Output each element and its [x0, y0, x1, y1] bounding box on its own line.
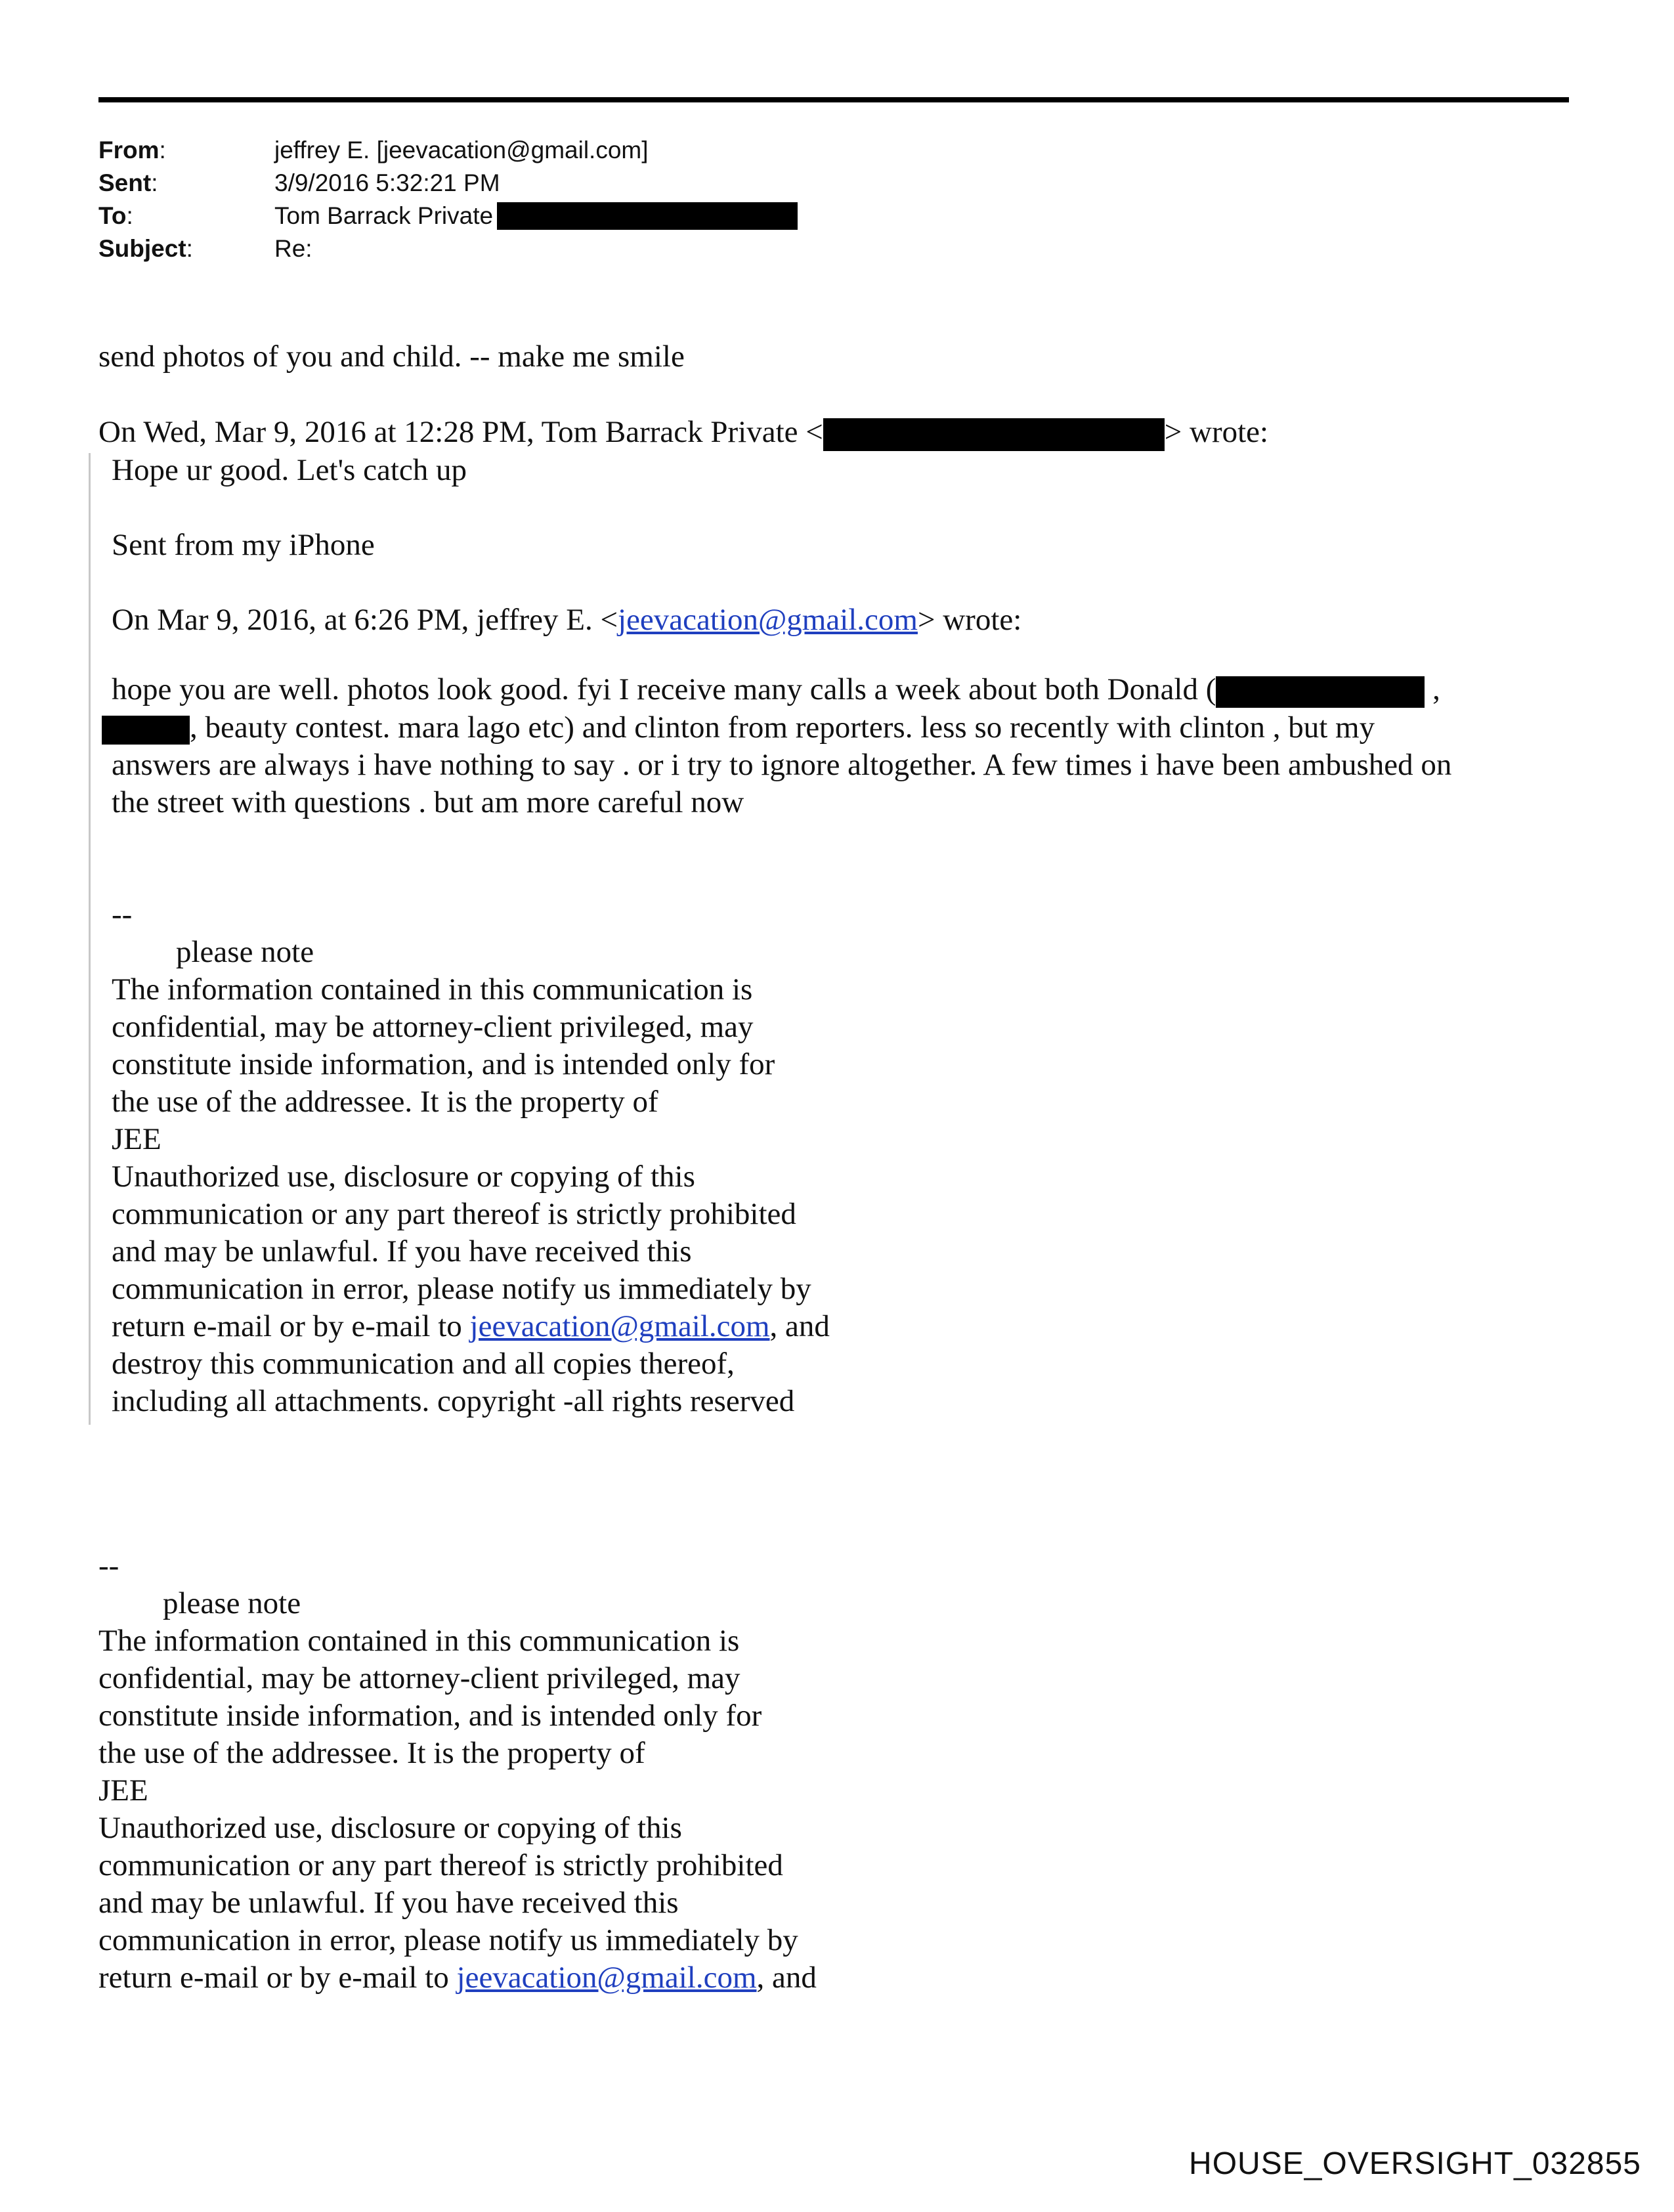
redaction-bar: [102, 716, 190, 745]
signature-line: JEE: [98, 1773, 148, 1808]
redaction-bar: [823, 418, 1165, 451]
signature-dash: --: [98, 1549, 119, 1583]
bates-number: HOUSE_OVERSIGHT_032855: [1189, 2146, 1641, 2181]
redaction-bar: [1216, 676, 1425, 708]
signature-line: communication or any part thereof is strictly prohibited: [98, 1848, 783, 1882]
to-value: Tom Barrack Private: [274, 202, 494, 229]
from-value: jeffrey E. [jeevacation@gmail.com]: [274, 137, 649, 163]
signature-line: confidential, may be attorney-client privileged, may: [98, 1661, 740, 1695]
email-header: [98, 134, 798, 265]
signature-note: please note: [176, 935, 314, 969]
sent-label: Sent: [98, 169, 152, 196]
signature-line: Unauthorized use, disclosure or copying of this: [98, 1811, 682, 1845]
from-label: From: [98, 137, 160, 163]
quote1-attribution: On Wed, Mar 9, 2016 at 12:28 PM, Tom Barrack Private < > wrote:: [98, 414, 1268, 451]
message-line: answers are always i have nothing to say . or i try to ignore altogether. A few times i have been ambushed on: [112, 748, 1452, 782]
quote2-attribution: On Mar 9, 2016, at 6:26 PM, jeffrey E. <jeevacation@gmail.com> wrote:: [112, 603, 1022, 637]
signature-line: The information contained in this communication is: [98, 1624, 740, 1658]
signature-line: communication or any part thereof is strictly prohibited: [112, 1197, 796, 1231]
signature-line: confidential, may be attorney-client privileged, may: [112, 1010, 754, 1044]
message-line: the street with questions . but am more careful now: [112, 785, 744, 819]
header-to-row: To: Tom Barrack Private: [98, 200, 798, 232]
signature-line: communication in error, please notify us immediately by: [98, 1923, 798, 1957]
header-subject-row: Subject: Re:: [98, 232, 798, 265]
header-from-row: From: jeffrey E. [jeevacation@gmail.com]: [98, 134, 798, 167]
signature-note: please note: [163, 1586, 301, 1620]
quote-bar: [89, 453, 91, 1425]
signature-line: and may be unlawful. If you have received this: [112, 1234, 692, 1269]
email-link[interactable]: jeevacation@gmail.com: [469, 1309, 770, 1343]
top-rule: [98, 97, 1569, 102]
email-link[interactable]: jeevacation@gmail.com: [456, 1961, 757, 1995]
signature-line: destroy this communication and all copies thereof,: [112, 1347, 735, 1381]
signature-line: Unauthorized use, disclosure or copying of this: [112, 1160, 695, 1194]
signature-line: constitute inside information, and is intended only for: [98, 1699, 762, 1733]
signature-line: return e-mail or by e-mail to jeevacation@gmail.com, and: [112, 1309, 830, 1343]
reply-text: send photos of you and child. -- make me smile: [98, 339, 685, 374]
signature-line: including all attachments. copyright -all rights reserved: [112, 1384, 795, 1418]
signature-line: return e-mail or by e-mail to jeevacation@gmail.com, and: [98, 1961, 817, 1995]
signature-dash: --: [112, 898, 133, 932]
subject-label: Subject: [98, 235, 186, 262]
email-link[interactable]: jeevacation@gmail.com: [618, 603, 918, 637]
message-line: hope you are well. photos look good. fyi I receive many calls a week about both Donald ( ,: [112, 671, 1440, 708]
subject-value: Re:: [274, 235, 312, 262]
message-line: , beauty contest. mara lago etc) and clinton from reporters. less so recently with clinton , but my: [102, 709, 1375, 747]
sent-value: 3/9/2016 5:32:21 PM: [274, 169, 500, 196]
redaction-bar: [497, 202, 798, 230]
to-label: To: [98, 202, 127, 229]
header-sent-row: Sent: 3/9/2016 5:32:21 PM: [98, 167, 798, 200]
signature-line: constitute inside information, and is intended only for: [112, 1047, 775, 1081]
signature-line: communication in error, please notify us immediately by: [112, 1272, 811, 1306]
signature-line: The information contained in this communication is: [112, 972, 753, 1007]
quote1-line: Sent from my iPhone: [112, 528, 375, 562]
signature-line: JEE: [112, 1122, 161, 1156]
quote1-line: Hope ur good. Let's catch up: [112, 453, 467, 487]
signature-line: the use of the addressee. It is the property of: [112, 1085, 658, 1119]
signature-line: the use of the addressee. It is the property of: [98, 1736, 645, 1770]
signature-line: and may be unlawful. If you have received this: [98, 1886, 679, 1920]
